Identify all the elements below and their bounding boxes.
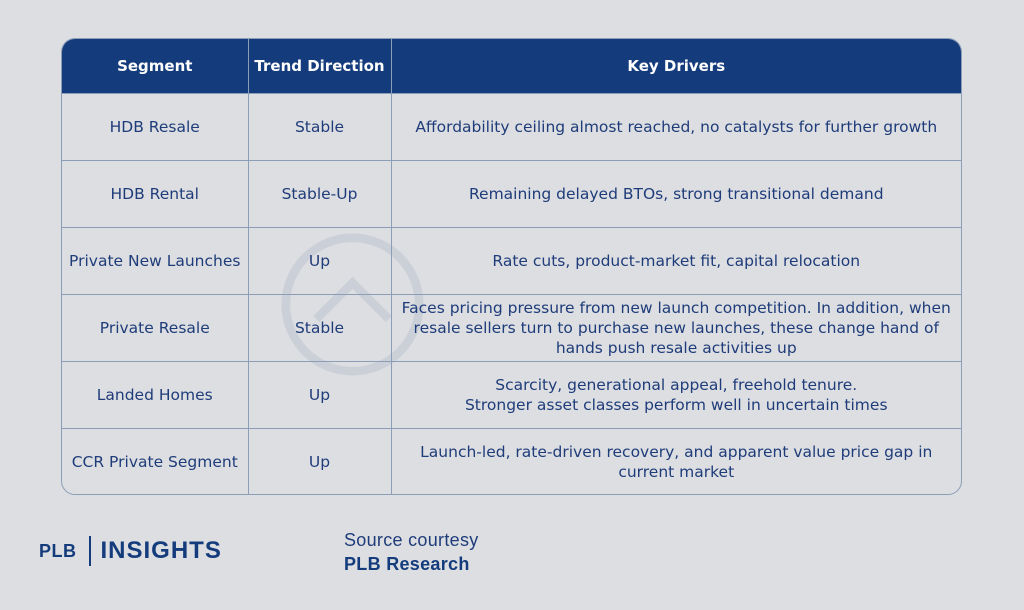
trend-table xyxy=(61,38,962,495)
source-name: PLB Research xyxy=(344,554,470,574)
segment-cell: Landed Homes xyxy=(62,361,248,428)
table-row xyxy=(62,160,961,227)
header-segment: Segment xyxy=(62,39,248,93)
drivers-cell: Rate cuts, product-market fit, capital relocation xyxy=(391,227,961,294)
plb-insights-logo xyxy=(39,536,222,566)
trend-cell: Up xyxy=(248,428,391,495)
segment-cell: HDB Resale xyxy=(62,93,248,160)
drivers-cell: Remaining delayed BTOs, strong transitional demand xyxy=(391,160,961,227)
drivers-cell: Launch-led, rate-driven recovery, and apparent value price gap in current market xyxy=(391,428,961,495)
trend-cell: Up xyxy=(248,227,391,294)
drivers-cell: Scarcity, generational appeal, freehold tenure. Stronger asset classes perform well in uncertain times xyxy=(391,361,961,428)
trend-cell: Stable xyxy=(248,93,391,160)
drivers-cell: Faces pricing pressure from new launch competition. In addition, when resale sellers turn to purchase new launches, these change hand of hands push resale activities up xyxy=(391,294,961,361)
source-label: Source courtesy xyxy=(344,530,479,550)
drivers-cell: Affordability ceiling almost reached, no catalysts for further growth xyxy=(391,93,961,160)
table-row xyxy=(62,428,961,495)
table-header-row xyxy=(62,39,961,93)
table-row xyxy=(62,93,961,160)
trend-cell: Up xyxy=(248,361,391,428)
table-row xyxy=(62,227,961,294)
segment-cell: HDB Rental xyxy=(62,160,248,227)
trend-cell: Stable xyxy=(248,294,391,361)
segment-cell: Private New Launches xyxy=(62,227,248,294)
logo-plb-text: PLB xyxy=(39,540,77,561)
header-trend-direction: Trend Direction xyxy=(248,39,391,93)
segment-cell: Private Resale xyxy=(62,294,248,361)
header-key-drivers: Key Drivers xyxy=(391,39,961,93)
table-row xyxy=(62,294,961,361)
logo-insights-text: INSIGHTS xyxy=(100,537,222,564)
table-row xyxy=(62,361,961,428)
logo-divider xyxy=(89,536,91,566)
trend-cell: Stable-Up xyxy=(248,160,391,227)
segment-cell: CCR Private Segment xyxy=(62,428,248,495)
source-credit xyxy=(344,530,479,575)
